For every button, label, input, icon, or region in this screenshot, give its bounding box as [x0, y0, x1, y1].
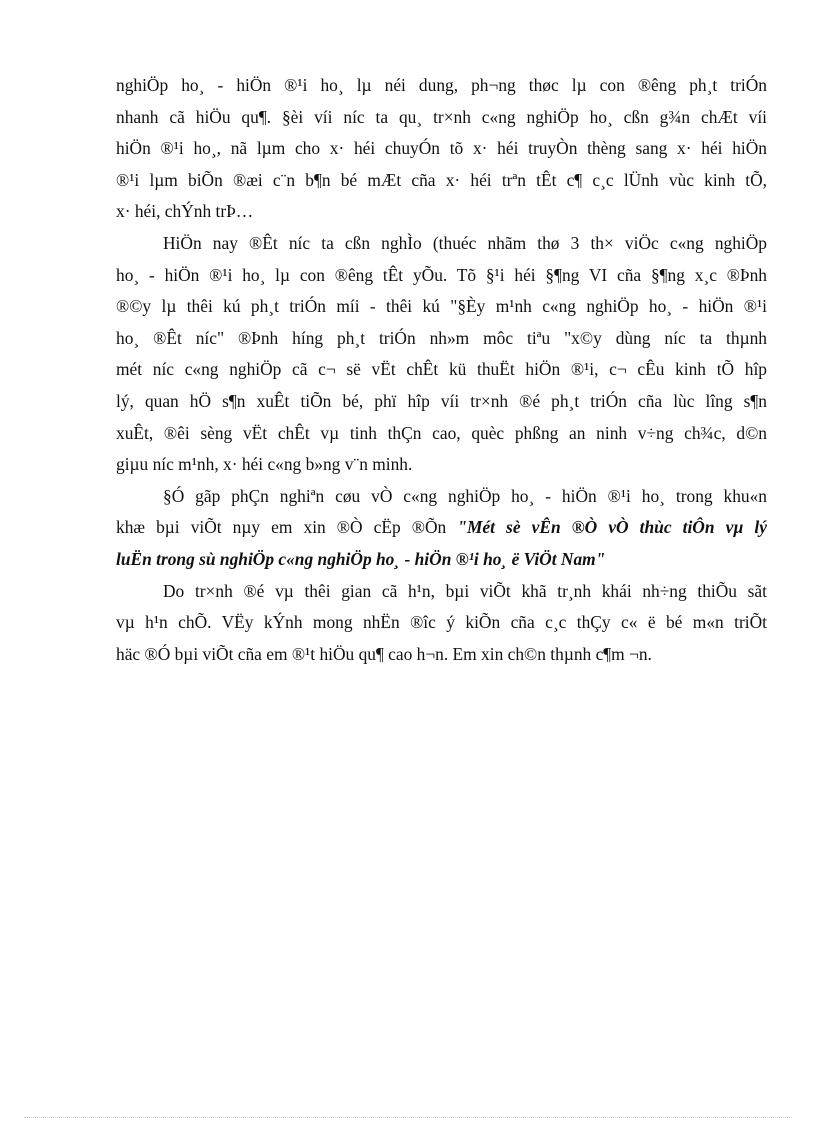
text-line: lý, quan hÖ s¶n xuÊt tiÕn bé, phï hîp víi tr×nh ®é ph¸t triÓn cña lùc lîng s¶n	[116, 390, 767, 411]
paragraph-intro	[116, 70, 767, 228]
page-bottom-divider	[24, 1117, 792, 1118]
text-line: §Ó gãp phÇn nghiªn cøu vÒ c«ng nghiÖp ho¸ - hiÖn ®¹i ho¸ trong khu«n	[163, 485, 767, 506]
essay-title-part2: luËn trong sù nghiÖp c«ng nghiÖp ho¸ - hiÖn ®¹i ho¸ ë ViÖt Nam"	[116, 548, 606, 569]
text-line: ho¸ - hiÖn ®¹i ho¸ lµ con ®êng tÊt yÕu. Tõ §¹i héi §¶ng VI cña §¶ng x¸c ®Þnh	[116, 264, 767, 285]
text-line: giµu níc m¹nh, x· héi c«ng b»ng v¨n minh.	[116, 454, 413, 475]
text-line-start: khæ bµi viÕt nµy em xin ®Ò cËp ®Õn	[116, 517, 458, 538]
text-line: nghiÖp ho¸ - hiÖn ®¹i ho¸ lµ néi dung, ph¬ng thøc lµ con ®êng ph¸t triÓn	[116, 75, 767, 95]
text-line: x· héi, chÝnh trÞ…	[116, 201, 254, 222]
text-line: HiÖn nay ®Êt níc ta cßn nghÌo (thuéc nhãm thø 3 th× viÖc c«ng nghiÖp	[163, 232, 767, 253]
text-line: vµ h¹n chÕ. VËy kÝnh mong nhËn ®îc ý kiÕn cña c¸c thÇy c« ë bé m«n triÕt	[116, 612, 767, 633]
text-line: ®©y lµ thêi kú ph¸t triÓn míi - thêi kú "§Èy m¹nh c«ng nghiÖp ho¸ - hiÖn ®¹i	[116, 296, 767, 317]
essay-title-part1: "Mét sè vÊn ®Ò vÒ thùc tiÔn vµ lý	[457, 517, 767, 538]
paragraph-closing	[116, 576, 767, 671]
text-line: mét níc c«ng nghiÖp cã c¬ së vËt chÊt kü thuËt hiÖn ®¹i, c¬ cÊu kinh tÕ hîp	[116, 359, 767, 380]
text-line: ho¸ ®Êt níc" ®Þnh híng ph¸t triÓn nh»m môc tiªu "x©y dùng níc ta thµnh	[116, 327, 767, 348]
text-line	[116, 512, 767, 544]
text-line: nhanh cã hiÖu qu¶. §èi víi níc ta qu¸ tr×nh c«ng nghiÖp ho¸ cßn g¾n chÆt víi	[116, 106, 767, 127]
paragraph-context	[116, 228, 767, 481]
text-line: hiÖn ®¹i ho¸, nã lµm cho x· héi chuyÓn tõ x· héi truyÒn thèng sang x· héi hiÖn	[116, 138, 767, 159]
text-line: häc ®Ó bµi viÕt cña em ®¹t hiÖu qu¶ cao h¬n. Em xin ch©n thµnh c¶m ¬n.	[116, 643, 652, 664]
body-text	[116, 70, 767, 670]
paragraph-purpose	[116, 481, 767, 576]
text-line: xuÊt, ®êi sèng vËt chÊt vµ tinh thÇn cao, quèc phßng an ninh v÷ng ch¾c, d©n	[116, 422, 767, 443]
text-line: Do tr×nh ®é vµ thêi gian cã h¹n, bµi viÕt khã tr¸nh khái nh÷ng thiÕu sãt	[163, 580, 767, 601]
text-line: ®¹i lµm biÕn ®æi c¨n b¶n bé mÆt cña x· héi trªn tÊt c¶ c¸c lÜnh vùc kinh tÕ,	[116, 169, 767, 190]
